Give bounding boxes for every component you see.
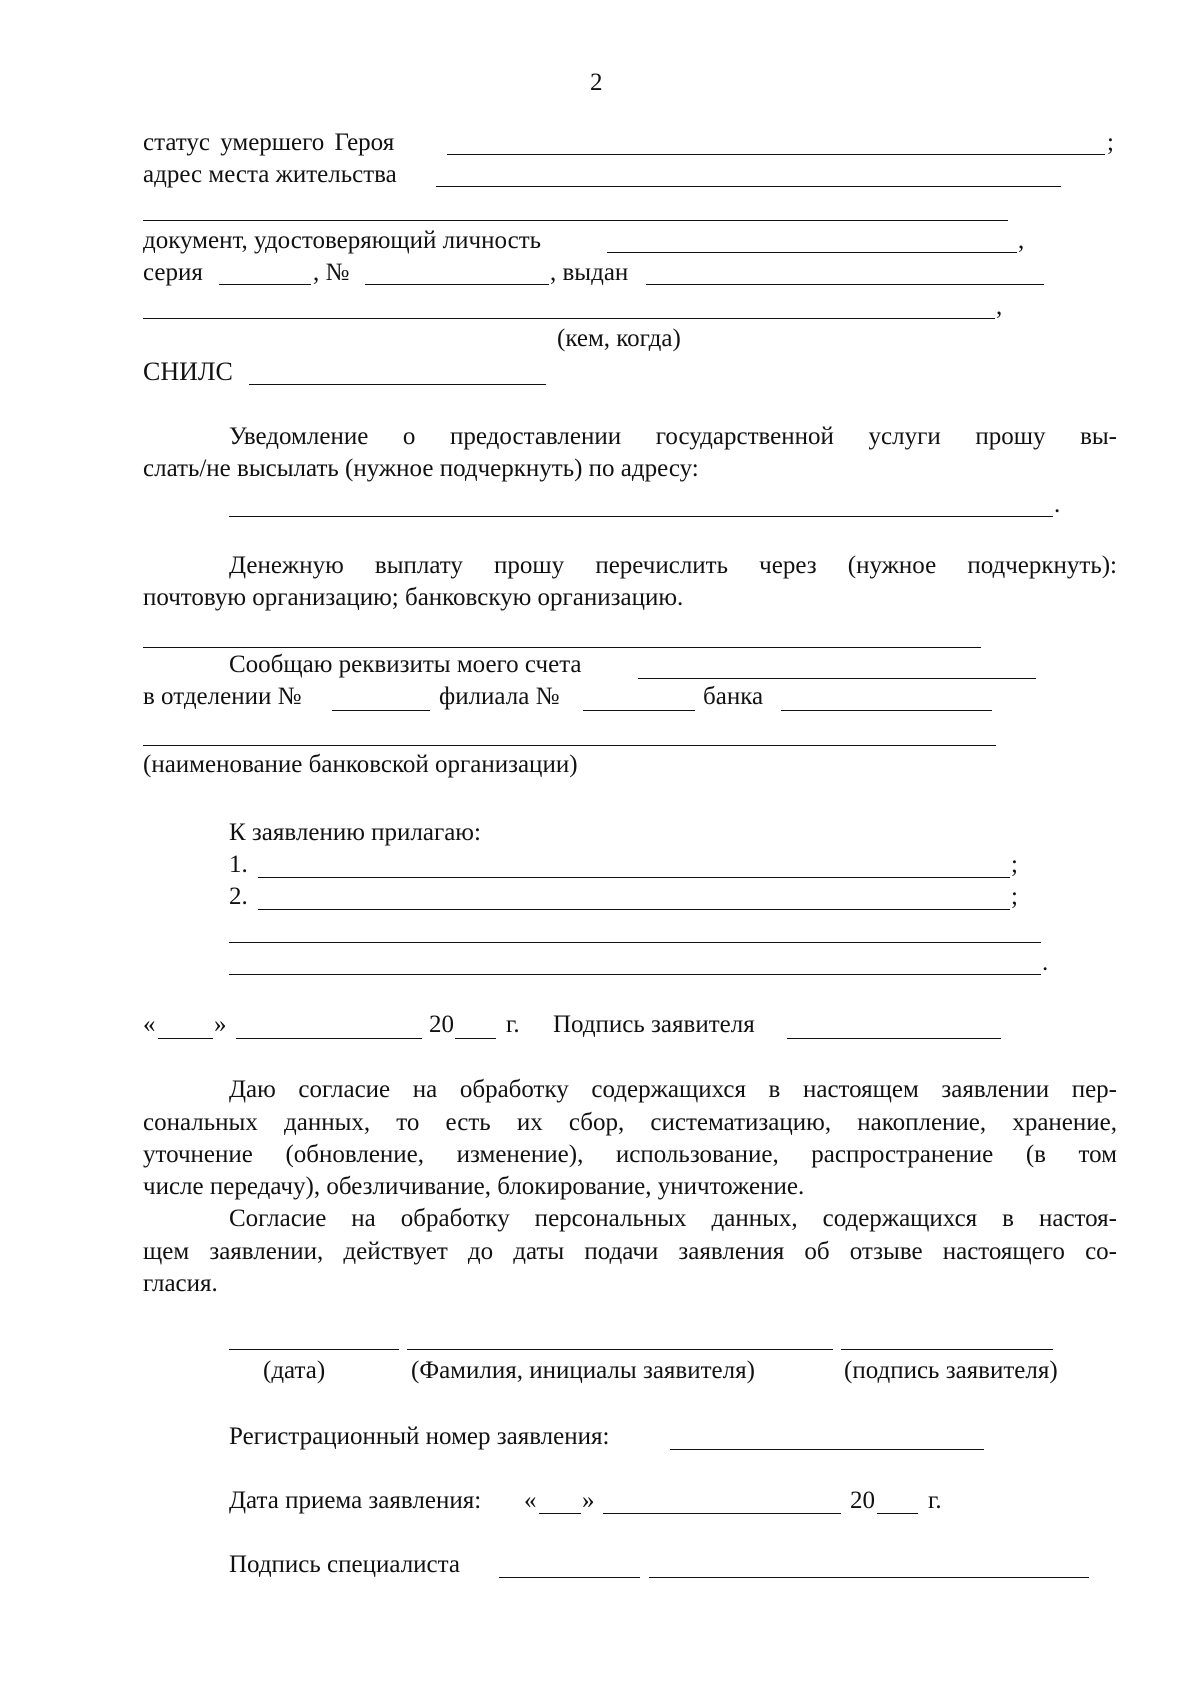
- attach-period: .: [1042, 949, 1049, 976]
- sig-name-field[interactable]: [407, 1349, 833, 1350]
- consent-validity-end: [143, 1268, 218, 1301]
- number-field[interactable]: [365, 284, 549, 285]
- account-label: Сообщаю реквизиты моего счета: [229, 651, 582, 678]
- hero-status-semicolon: ;: [1107, 129, 1114, 156]
- series-label: серия: [143, 259, 203, 286]
- number-label: , №: [313, 259, 350, 286]
- applicant-sign-label: Подпись заявителя: [553, 1011, 755, 1038]
- filial-field[interactable]: [583, 710, 695, 711]
- sig-date-field[interactable]: [229, 1349, 399, 1350]
- issuer-comma: ,: [996, 293, 1003, 320]
- attach-item-1-semicolon: ;: [1011, 851, 1018, 878]
- bank-label: банка: [703, 683, 764, 710]
- validity-line-1: Согласие на обработку персональных данных, содержащихся в настоя-: [229, 1205, 1117, 1232]
- sig-signature-field[interactable]: [841, 1349, 1053, 1350]
- attach-item-2-field[interactable]: [258, 909, 1010, 910]
- date-month-field[interactable]: [236, 1038, 422, 1039]
- date-year-suffix: г.: [506, 1011, 520, 1038]
- address-label: адрес места жительства: [143, 161, 397, 188]
- notify-address-field[interactable]: [229, 516, 1053, 517]
- bank-name-field[interactable]: [143, 745, 996, 746]
- specialist-sign-field[interactable]: [499, 1577, 640, 1578]
- branch-field[interactable]: [332, 710, 430, 711]
- issuer-caption: (кем, когда): [557, 325, 681, 352]
- reg-number-field[interactable]: [670, 1449, 984, 1450]
- attach-item-2-semicolon: ;: [1011, 883, 1018, 910]
- date-quote-close: »: [214, 1011, 227, 1038]
- sig-signature-caption: (подпись заявителя): [844, 1357, 1058, 1384]
- consent-paragraph: [143, 1074, 1117, 1172]
- id-doc-comma: ,: [1018, 227, 1025, 254]
- address-field-line2[interactable]: [143, 220, 1008, 221]
- sig-date-caption: (дата): [263, 1357, 326, 1384]
- snils-label: СНИЛС: [143, 357, 233, 386]
- notify-paragraph-end: [143, 453, 699, 486]
- payment-paragraph: [143, 550, 1117, 583]
- receipt-year-prefix: 20: [850, 1487, 875, 1514]
- payment-extra-field[interactable]: [143, 647, 981, 648]
- receipt-day-field[interactable]: [539, 1513, 581, 1514]
- bank-field[interactable]: [781, 710, 992, 711]
- consent-paragraph-end: [143, 1171, 804, 1204]
- issued-field[interactable]: [646, 284, 1044, 285]
- attach-item-1-field[interactable]: [258, 877, 1010, 878]
- bank-caption: (наименование банковской организации): [143, 751, 578, 778]
- notify-line-1: Уведомление о предоставлении государственной услуги прошу вы-: [229, 423, 1117, 450]
- notify-paragraph: [143, 421, 1117, 454]
- attach-extra-field-2[interactable]: [229, 974, 1041, 975]
- account-field[interactable]: [638, 678, 1036, 679]
- receipt-quote-open: «: [524, 1487, 537, 1514]
- date-quote-open: «: [143, 1011, 156, 1038]
- payment-line-1: Денежную выплату прошу перечислить через (нужное подчеркнуть):: [229, 552, 1117, 579]
- snils-field[interactable]: [249, 384, 546, 385]
- notify-line-2: слать/не высылать (нужное подчеркнуть) по адресу:: [143, 455, 699, 482]
- reg-number-label: Регистрационный номер заявления:: [229, 1423, 610, 1450]
- receipt-month-field[interactable]: [603, 1513, 841, 1514]
- validity-line-2: щем заявлении, действует до даты подачи заявления об отзыве настоящего со-: [143, 1237, 1117, 1265]
- consent-line-2: сональных данных, то есть их сбор, систематизацию, накопление, хранение,: [143, 1108, 1117, 1136]
- issued-label: , выдан: [550, 259, 629, 286]
- specialist-sign-label: Подпись специалиста: [229, 1551, 460, 1578]
- attach-item-1-number: 1.: [229, 851, 248, 878]
- attach-extra-field-1[interactable]: [229, 942, 1041, 943]
- payment-line-2: почтовую организацию; банковскую организацию.: [143, 584, 684, 611]
- validity-line-3: гласия.: [143, 1270, 218, 1297]
- hero-status-label: статус умершего Героя: [143, 129, 395, 156]
- consent-validity-paragraph: [143, 1203, 1117, 1268]
- consent-line-1: Даю согласие на обработку содержащихся в настоящем заявлении пер-: [229, 1076, 1117, 1103]
- issuer-field[interactable]: [143, 318, 995, 319]
- id-doc-field[interactable]: [607, 252, 1017, 253]
- receipt-date-label: Дата приема заявления:: [229, 1487, 482, 1514]
- filial-label: филиала №: [439, 683, 560, 710]
- receipt-quote-close: »: [582, 1487, 595, 1514]
- page-number: 2: [590, 69, 603, 96]
- hero-status-field[interactable]: [447, 154, 1105, 155]
- id-doc-label: документ, удостоверяющий личность: [143, 227, 542, 254]
- date-day-field[interactable]: [158, 1038, 213, 1039]
- payment-paragraph-end: [143, 582, 683, 615]
- sig-name-caption: (Фамилия, инициалы заявителя): [411, 1357, 755, 1384]
- series-field[interactable]: [219, 284, 311, 285]
- attach-label: К заявлению прилагаю:: [229, 819, 481, 846]
- consent-line-3: уточнение (обновление, изменение), использование, распространение (в том: [143, 1141, 1117, 1168]
- address-field[interactable]: [436, 186, 1061, 187]
- notify-period: .: [1054, 491, 1061, 518]
- receipt-year-suffix: г.: [928, 1487, 942, 1514]
- date-year-field[interactable]: [455, 1038, 496, 1039]
- attach-item-2-number: 2.: [229, 883, 248, 910]
- receipt-year-field[interactable]: [877, 1513, 918, 1514]
- branch-label: в отделении №: [143, 683, 302, 710]
- applicant-sign-field[interactable]: [787, 1038, 1001, 1039]
- consent-line-4: числе передачу), обезличивание, блокирование, уничтожение.: [143, 1173, 805, 1200]
- date-year-prefix: 20: [429, 1011, 454, 1038]
- specialist-name-field[interactable]: [649, 1577, 1089, 1578]
